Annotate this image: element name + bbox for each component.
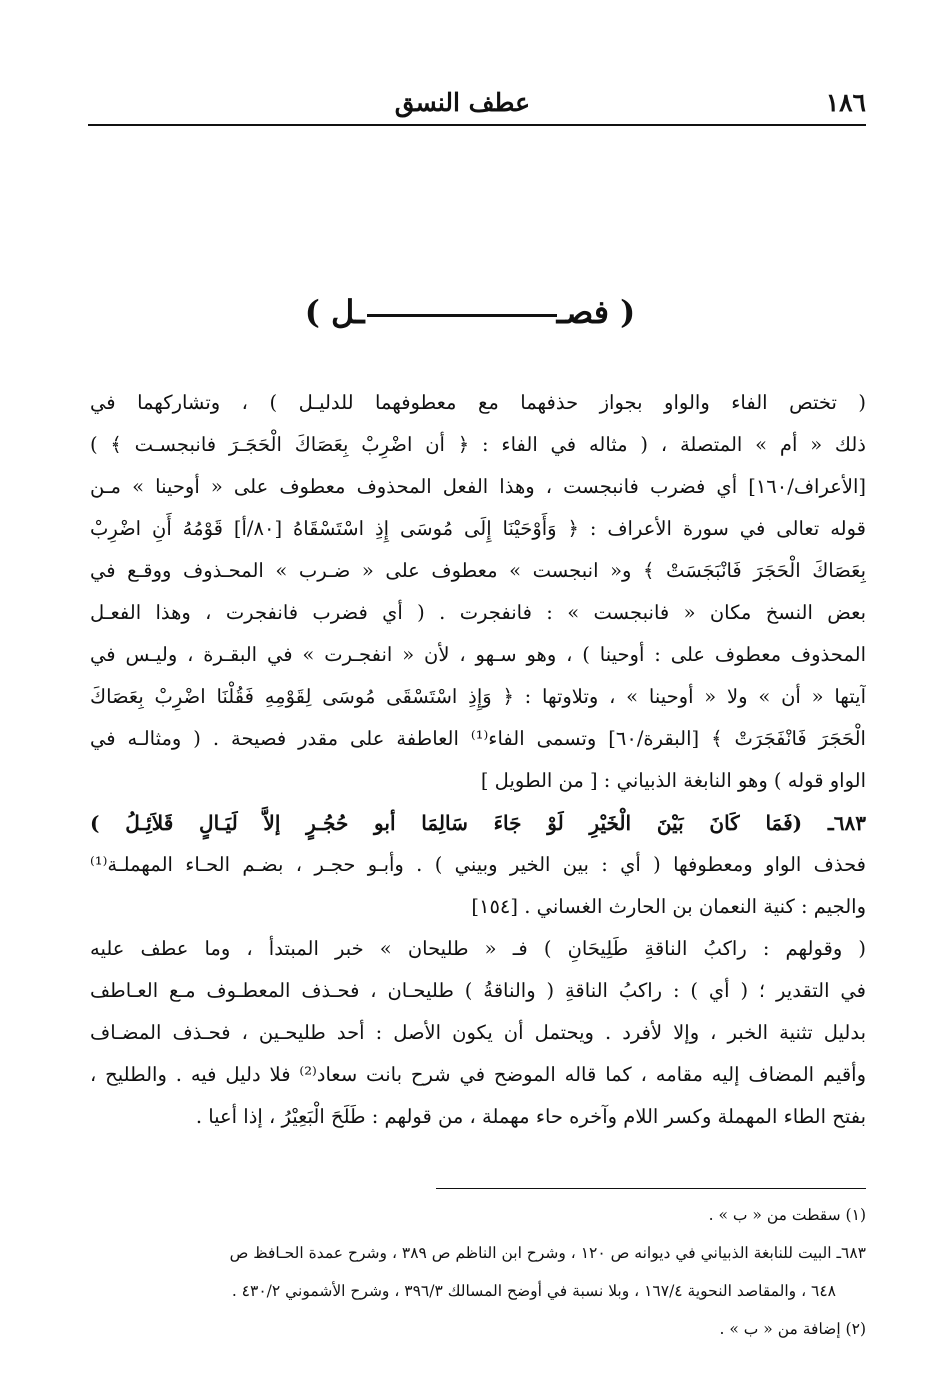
body-line: وأقيم المضاف إليه مقامه ، كما قاله الموضح في شرح بانت سعاد⁽²⁾ فلا دليل فيه . والطليح ،	[90, 1063, 866, 1086]
body-line: ( وقولهم : راكبُ الناقةِ طَلِيحَانِ ) فـ « طليحان » خبر المبتدأ ، وما عطف عليه	[90, 937, 866, 960]
section-heading-word-end: ـل	[330, 293, 365, 331]
body-line: آيتها « أن » ولا « أوحينا » ، وتلاوتها : ﴿ وَإِذِ اسْتَسْقَى مُوسَى لِقَوْمِهِ فَقُلْنَا اضْرِبْ بِعَصَاكَ	[90, 685, 866, 708]
footnote-rule	[436, 1188, 866, 1189]
page-number: ١٨٦	[825, 88, 866, 117]
section-heading-kashida	[367, 314, 557, 317]
body-line: ذلك « أم » المتصلة ، ( مثاله في الفاء : ﴿ أن اضْرِبْ بِعَصَاكَ الْحَجَـرَ فانبجسـت ﴾ )	[90, 433, 866, 456]
body-line: الْحَجَرَ فَانْفَجَرَتْ ﴾ [البقرة/٦٠] وتسمى الفاء⁽¹⁾ العاطفة على مقدر فصيحة . ( ومثالـه في	[90, 727, 866, 750]
body-text	[90, 382, 866, 1138]
footnote-line: (١) سقطت من « ب » .	[708, 1206, 866, 1224]
body-line: الواو قوله ) وهو النابغة الذبياني : [ من الطويل ]	[480, 769, 866, 792]
body-line: بفتح الطاء المهملة وكسر اللام وآخره حاء مهملة ، من قولهم : طَلَحَ الْبَعِيْرُ ، إذا أعيا .	[195, 1105, 866, 1128]
running-title: عطف النسق	[394, 88, 530, 117]
footnote-line: ٦٨٣ـ البيت للنابغة الذبياني في ديوانه ص ١٢٠ ، وشرح ابن الناظم ص ٣٨٩ ، وشرح عمدة الحـافظ ص	[229, 1244, 866, 1262]
body-line: ( تختص الفاء والواو بجواز حذفهما مع معطوفهما للدليـل ) ، وتشاركهما في	[90, 391, 866, 414]
section-heading-open-paren: (	[620, 293, 636, 331]
header-rule	[88, 124, 866, 126]
body-line: المحذوف معطوف على : أوحينا ) ، وهو سـهو ، لأن « انفجـرت » في البقـرة ، وليـس في	[90, 643, 866, 666]
section-heading-word-start: فصـ	[556, 293, 610, 331]
body-line: في التقدير ؛ ( أي ) : راكبُ الناقةِ ( والناقةُ ) طليحـان ، فحـذف المعطـوف مـع العـاطف	[90, 979, 866, 1002]
footnote-line: (٢) إضافة من « ب » .	[719, 1320, 866, 1338]
body-line: والجيم : كنية النعمان بن الحارث الغساني . [١٥٤]	[471, 895, 866, 918]
section-heading	[0, 293, 940, 331]
page-header	[88, 88, 866, 124]
verse-line: ٦٨٣ـ (فَمَا كَانَ بَيْنَ الْخَيْرِ لَوْ جَاءَ سَالِمَا أبو حُجُـرٍ إلاَّ لَيَـالٍ قَلاَئِـلُ )	[90, 811, 866, 835]
footnote-line: ٦٤٨ ، والمقاصد النحوية ١٦٧/٤ ، وبلا نسبة في أوضح المسالك ٣٩٦/٣ ، وشرح الأشموني ٤٣٠/٢ .	[231, 1282, 836, 1300]
body-line: قوله تعالى في سورة الأعراف : ﴿ وَأَوْحَيْنَا إِلَى مُوسَى إِذِ اسْتَسْقَاهُ [٨٠/أ] قَوْمُهُ أَنِ اضْرِبْ	[90, 517, 866, 540]
body-line: بعض النسخ مكان « فانبجست » : فانفجرت . ( أي فضرب فانفجرت ، وهذا الفعـل	[90, 601, 866, 624]
body-line: [الأعراف/١٦٠] أي فضرب فانبجست ، وهذا الفعل المحذوف معطوف على « أوحينا » مـن	[90, 475, 866, 498]
body-line: بِعَصَاكَ الْحَجَرَ فَانْبَجَسَتْ ﴾ و« انبجست » معطوف على « ضـرب » المحـذوف ووقـع في	[90, 559, 866, 582]
body-line: بدليل تثنية الخبر ، وإلا لأفرد . ويحتمل أن يكون الأصل : أحد طليحـين ، فحـذف المضـاف	[90, 1021, 866, 1044]
body-line: فحذف الواو ومعطوفها ( أي : بين الخير وبيني ) . وأبـو حجـر ، بضـم الحـاء المهملـة⁽¹⁾	[90, 853, 866, 876]
section-heading-close-paren: )	[304, 293, 320, 331]
footnotes	[90, 1196, 866, 1348]
